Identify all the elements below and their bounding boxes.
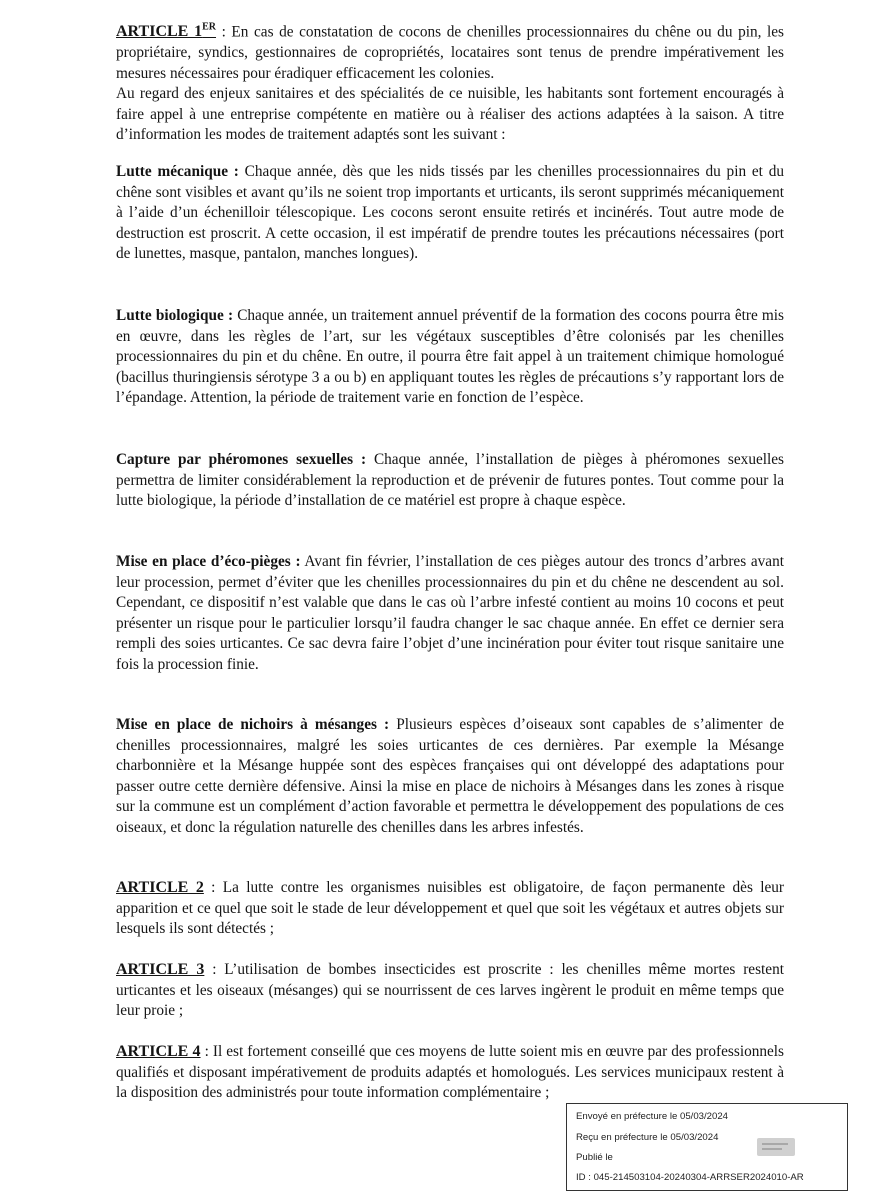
article-2-label: ARTICLE 2 [116, 879, 204, 896]
article-1-label: ARTICLE 1ER [116, 22, 217, 41]
article-1-text: : En cas de constatation de cocons de chenilles processionnaires du chêne ou du pin, les propriétaire, syndics, gestionnaires de copropriétés, locataires sont tenus de prendre impérativement les mesures nécessaires pour éradiquer efficacement les colonies. [116, 23, 785, 82]
article-2-text: : La lutte contre les organismes nuisibles est obligatoire, de façon permanente dès leur apparition et ce quel que soit le stade de leur développement et quel que soit les végétaux et autres objets sur lesquels ils sont détectés ; [116, 879, 785, 938]
article-4 [116, 1042, 784, 1104]
section-title: Mise en place d’éco-pièges : [116, 553, 301, 570]
section-text: Chaque année, l’installation de pièges à phéromones sexuelles permettra de limiter considérablement la reproduction et de prévenir de futures pontes. Tout comme pour la lutte biologique, la période d’installation de ce matériel est propre à chaque espèce. [116, 451, 784, 510]
section-title: Mise en place de nichoirs à mésanges : [116, 716, 390, 733]
article-1 [116, 18, 784, 146]
section-lutte-biologique [116, 306, 784, 409]
stamp-sent: Envoyé en préfecture le 05/03/2024 [576, 1111, 729, 1122]
article-3-label: ARTICLE 3 [116, 961, 205, 978]
article-2 [116, 878, 784, 940]
section-nichoirs [116, 715, 784, 839]
article-1-text-2: Au regard des enjeux sanitaires et des spécialités de ce nuisible, les habitants sont fortement encouragés à faire appel à une entreprise compétente en matière ou à réaliser des actions adaptées à la saison. A titre d’information les modes de traitement adaptés sont les suivant : [116, 85, 784, 144]
stamp-published: Publié le [576, 1152, 613, 1163]
stamp-id: ID : 045-214503104-20240304-ARRSER2024010-AR [576, 1172, 804, 1183]
section-title: Lutte biologique : [116, 307, 234, 324]
article-3-text: : L’utilisation de bombes insecticides est proscrite : les chenilles même mortes restent urticantes et les oiseaux (mésanges) qui se nourrissent de ces larves ingèrent le produit en même temps que leur proie ; [116, 961, 784, 1020]
stamp-received: Reçu en préfecture le 05/03/2024 [576, 1132, 719, 1143]
section-text: Avant fin février, l’installation de ces pièges autour des troncs d’arbres avant leur procession, permet d’éviter que les chenilles processionnaires du pin et du chêne ne descendent au sol. Cependant, ce dispositif n’est valable que dans le cas où l’arbre infesté contient au moins 10 cocons et peut présenter un risque pour le particulier lorsqu’il faudra changer le sac chaque année. En effet ce dernier sera rempli des soies urticantes. Ce sac devra faire l’objet d’une incinération pour éviter tout risque sanitaire une fois la procession finie. [116, 553, 784, 673]
section-text: Chaque année, un traitement annuel préventif de la formation des cocons pourra être mis en œuvre, dans les règles de l’art, sur les végétaux susceptibles d’être colonisés par les chenilles processionnaires du pin et du chêne. En outre, il pourra être fait appel à un traitement chimique homologué (bacillus thuringiensis sérotype 3 a ou b) en appliquant toutes les règles de précautions s’y rapportant lors de l’épandage. Attention, la période de traitement varie en fonction de l’espèce. [116, 307, 785, 407]
section-title: Lutte mécanique : [116, 163, 239, 180]
prefecture-stamp [566, 1103, 848, 1191]
article-4-label: ARTICLE 4 [116, 1043, 201, 1060]
article-4-text: : Il est fortement conseillé que ces moyens de lutte soient mis en œuvre par des professionnels qualifiés et disposant impérativement de produits adaptés et homologués. Les services municipaux restent à la disposition des administrés pour toute information complémentaire ; [116, 1043, 785, 1102]
berger-levrault-logo-icon [757, 1138, 795, 1156]
section-title: Capture par phéromones sexuelles : [116, 451, 367, 468]
article-3 [116, 960, 784, 1022]
section-eco-pieges [116, 552, 784, 676]
section-capture-pheromones [116, 450, 784, 512]
section-text: Chaque année, dès que les nids tissés par les chenilles processionnaires du pin et du chêne sont visibles et avant qu’ils ne soient trop importants et urticants, ils seront supprimés mécaniquement à l’aide d’un échenilloir télescopique. Les cocons seront ensuite retirés et incinérés. Tout autre mode de destruction est proscrit. A cette occasion, il est impératif de prendre toutes les précautions nécessaires (port de lunettes, masque, pantalon, manches longues). [116, 163, 785, 263]
section-lutte-mecanique [116, 162, 784, 265]
section-text: Plusieurs espèces d’oiseaux sont capables de s’alimenter de chenilles processionnaires, malgré les soies urticantes de ces dernières. Par exemple la Mésange charbonnière et la Mésange huppée sont des espèces françaises qui ont développé des adaptations pour passer outre cette dernière défensive. Ainsi la mise en place de nichoirs à Mésanges dans les zones à risque sur la commune est un complément d’action favorable et permettra le développement des populations de ces oiseaux, et donc la régulation naturelle des chenilles dans les arbres infestés. [116, 716, 784, 836]
